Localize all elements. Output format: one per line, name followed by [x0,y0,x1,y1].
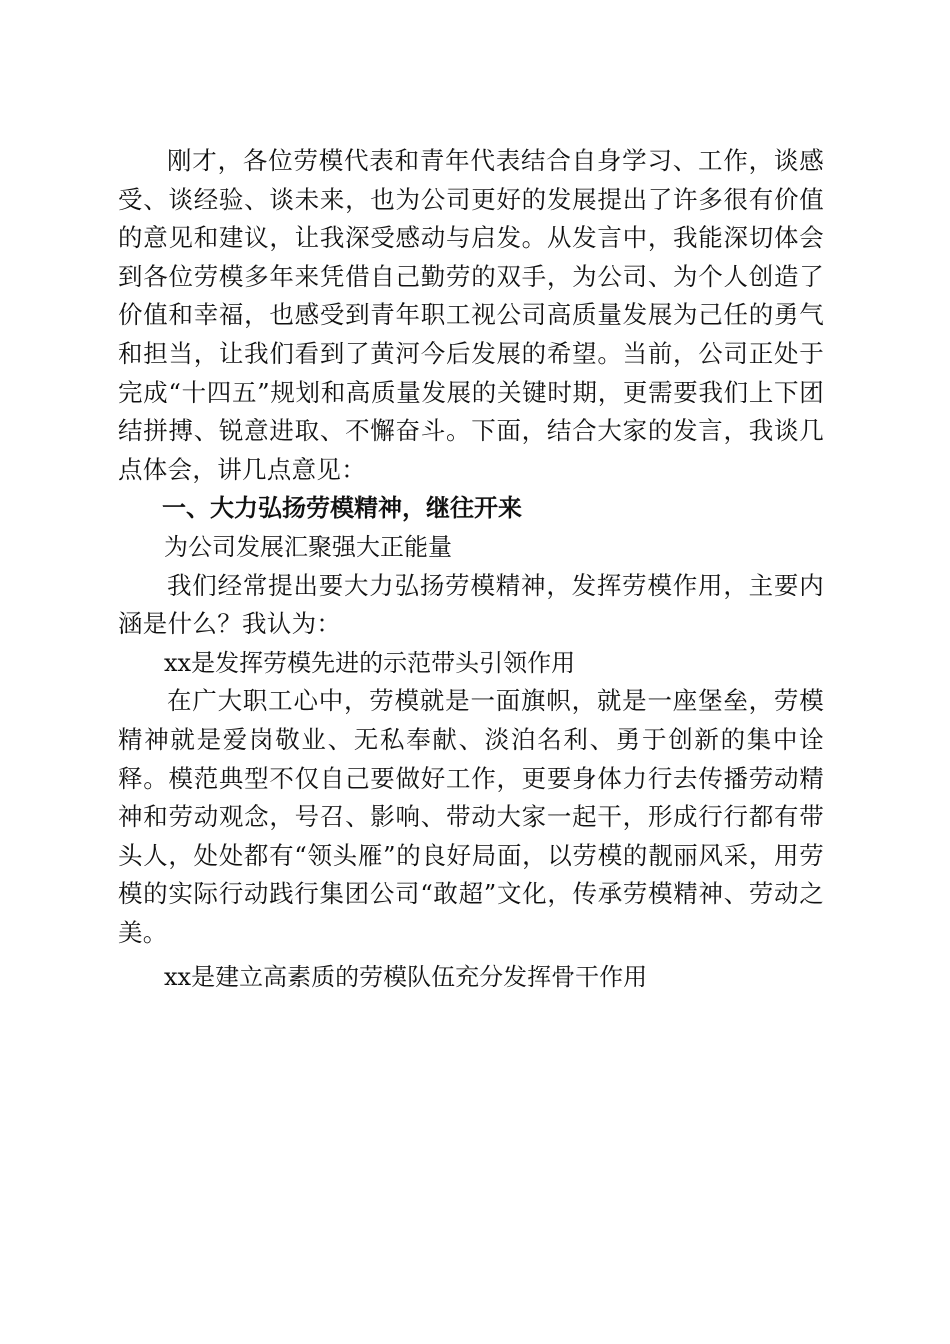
point-two-heading: xx是建立高素质的劳模队伍充分发挥骨干作用 [164,963,648,992]
point-one-heading: xx是发挥劳模先进的示范带头引领作用 [164,648,576,677]
section-subtitle: 为公司发展汇聚强大正能量 [164,532,452,561]
section-heading: 一、大力弘扬劳模精神，继往开来 [162,494,522,523]
question-paragraph: 我们经常提出要大力弘扬劳模精神，发挥劳模作用，主要内涵是什么？我认为： [118,570,824,639]
intro-paragraph: 刚才，各位劳模代表和青年代表结合自身学习、工作，谈感受、谈经验、谈未来，也为公司更好的发展提出了许多很有价值的意见和建议，让我深受感动与启发。从发言中，我能深切体会到各位劳模多年来凭借自己勤劳的双手，为公司、为个人创造了价值和幸福，也感受到青年职工视公司高质量发展为己任的勇气和担当，让我们看到了黄河今后发展的希望。当前，公司正处于完成“十四五”规划和高质量发展的关键时期，更需要我们上下团结拼搏、锐意进取、不懈奋斗。下面，结合大家的发言，我谈几点体会，讲几点意见： [118,146,824,484]
point-one-paragraph: 在广大职工心中，劳模就是一面旗帜，就是一座堡垒，劳模精神就是爱岗敬业、无私奉献、淡泊名利、勇于创新的集中诠释。模范典型不仅自己要做好工作，更要身体力行去传播劳动精神和劳动观念，号召、影响、带动大家一起干，形成行行都有带头人，处处都有“领头雁”的良好局面，以劳模的靓丽风采，用劳模的实际行动践行集团公司“敢超”文化，传承劳模精神、劳动之美。 [118,686,824,947]
document-body [118,142,824,997]
